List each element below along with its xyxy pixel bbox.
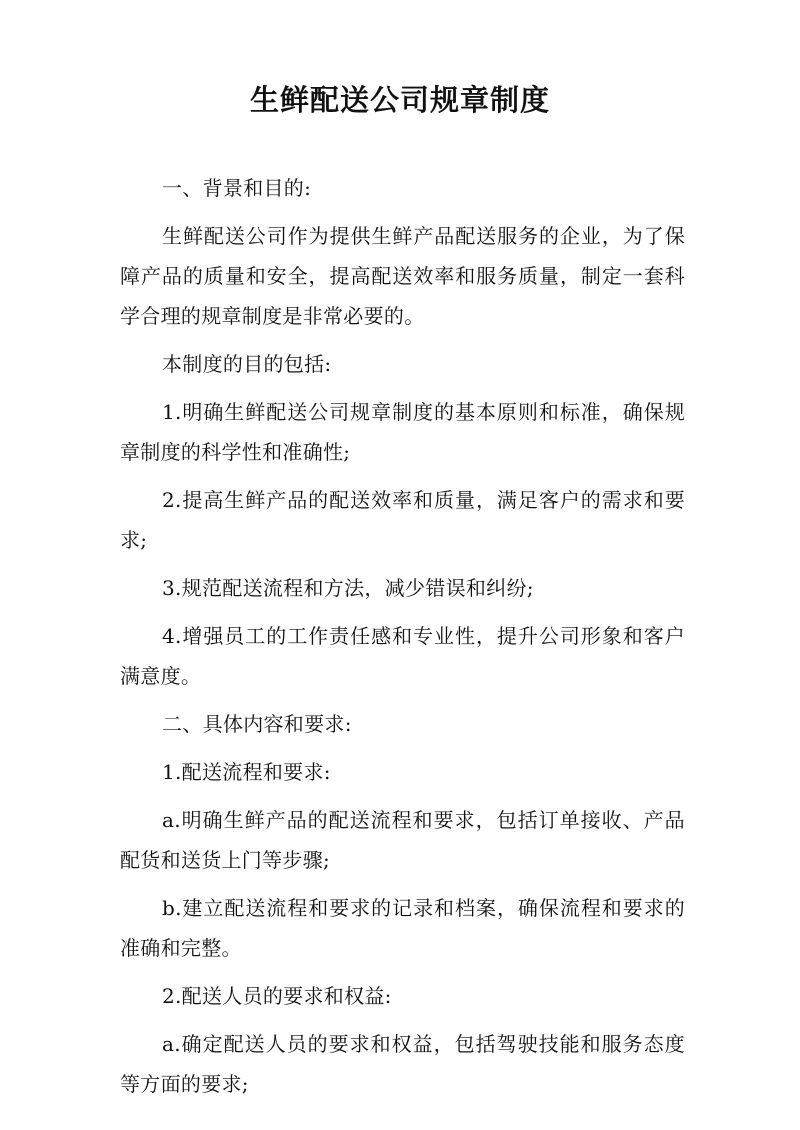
paragraph-item-2-heading: 2.配送人员的要求和权益: [162,984,392,1008]
paragraph-purpose-4: 4.增强员工的工作责任感和专业性，提升公司形象和客户满意度。 [120,624,685,688]
paragraph-purpose-intro: 本制度的目的包括: [162,352,332,376]
paragraph-item-1-heading: 1.配送流程和要求: [162,760,331,784]
paragraph-background: 生鲜配送公司作为提供生鲜产品配送服务的企业，为了保障产品的质量和安全，提高配送效率和服务质量，制定一套科学合理的规章制度是非常必要的。 [120,224,685,328]
document-body [120,168,685,1112]
paragraph-purpose-3: 3.规范配送流程和方法，减少错误和纠纷; [162,576,534,600]
paragraph-section-2-heading: 二、具体内容和要求: [162,712,352,736]
paragraph-item-2a: a.确定配送人员的要求和权益，包括驾驶技能和服务态度等方面的要求; [120,1032,685,1096]
paragraph-purpose-2: 2.提高生鲜产品的配送效率和质量，满足客户的需求和要求; [120,488,685,552]
paragraph-section-1-heading: 一、背景和目的: [162,176,312,200]
paragraph-item-1a: a.明确生鲜产品的配送流程和要求，包括订单接收、产品配货和送货上门等步骤; [120,808,685,872]
paragraph-purpose-1: 1.明确生鲜配送公司规章制度的基本原则和标准，确保规章制度的科学性和准确性; [120,400,685,464]
document-title: 生鲜配送公司规章制度 [249,83,550,117]
paragraph-item-1b: b.建立配送流程和要求的记录和档案，确保流程和要求的准确和完整。 [120,896,685,960]
